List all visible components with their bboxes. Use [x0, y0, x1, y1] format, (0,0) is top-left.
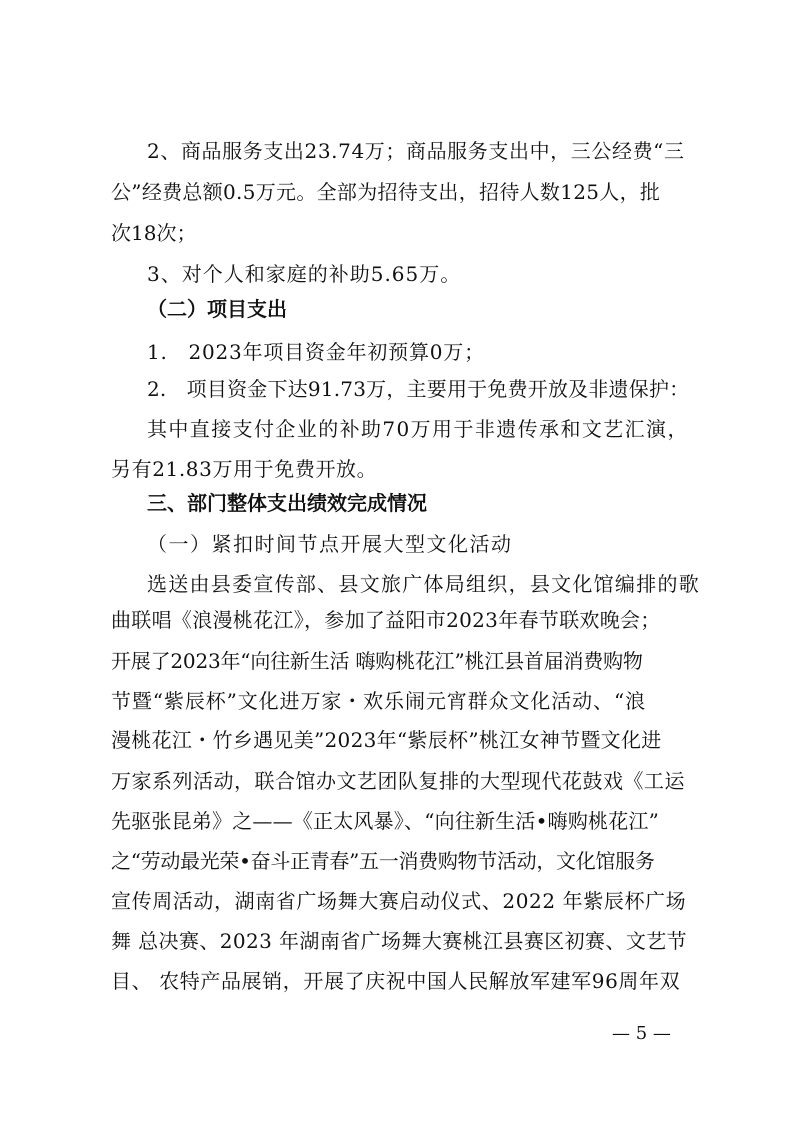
section-heading: （二）项目支出	[147, 297, 287, 321]
text-line: 1. 2023年项目资金年初预算0万；	[147, 340, 485, 364]
text-line: 公”经费总额0.5万元。全部为招待支出，招待人数125人，批	[111, 180, 661, 204]
text-line: 先驱张昆弟》之——《正太风暴》、“向往新生活•嗨购桃花江”	[111, 809, 660, 833]
text-line: 节暨“紫辰杯”文化进万家・欢乐闹元宵群众文化活动、“浪	[111, 689, 646, 713]
text-line: 2、商品服务支出23.74万；商品服务支出中，三公经费“三	[147, 139, 685, 163]
text-line: 2. 项目资金下达91.73万，主要用于免费开放及非遗保护：	[147, 377, 690, 401]
text-line: 漫桃花江・竹乡遇见美”2023年“紫辰杯”桃江女神节暨文化进	[111, 728, 662, 752]
page-number: — 5 —	[612, 1023, 671, 1044]
text-line: 之“劳动最光荣•奋斗正青春”五一消费购物节活动，文化馆服务	[111, 849, 655, 873]
text-line: 曲联唱《浪漫桃花江》，参加了益阳市2023年春节联欢晚会；	[111, 608, 661, 632]
text-line: 开展了2023年“向往新生活 嗨购桃花江”桃江县首届消费购物	[111, 649, 643, 673]
text-line: 目、 农特产品展销，开展了庆祝中国人民解放军建军96周年双	[111, 969, 681, 993]
text-line: 宣传周活动，湖南省广场舞大赛启动仪式、2022 年紫辰杯广场	[111, 889, 687, 913]
text-line: 次18次；	[111, 221, 197, 245]
subsection-heading: （一）紧扣时间节点开展大型文化活动	[147, 532, 513, 556]
text-line: 其中直接支付企业的补助70万用于非遗传承和文艺汇演，	[147, 417, 689, 441]
text-line: 万家系列活动，联合馆办文艺团队复排的大型现代花鼓戏《工运	[111, 769, 685, 793]
text-line: 选送由县委宣传部、县文旅广体局组织，县文化馆编排的歌	[147, 572, 700, 596]
section-heading: 三、部门整体支出绩效完成情况	[147, 491, 427, 515]
text-line: 另有21.83万用于免费开放。	[111, 457, 378, 481]
text-line: 舞 总决赛、2023 年湖南省广场舞大赛桃江县赛区初赛、文艺节	[111, 929, 688, 953]
text-line: 3、对个人和家庭的补助5.65万。	[147, 262, 462, 286]
